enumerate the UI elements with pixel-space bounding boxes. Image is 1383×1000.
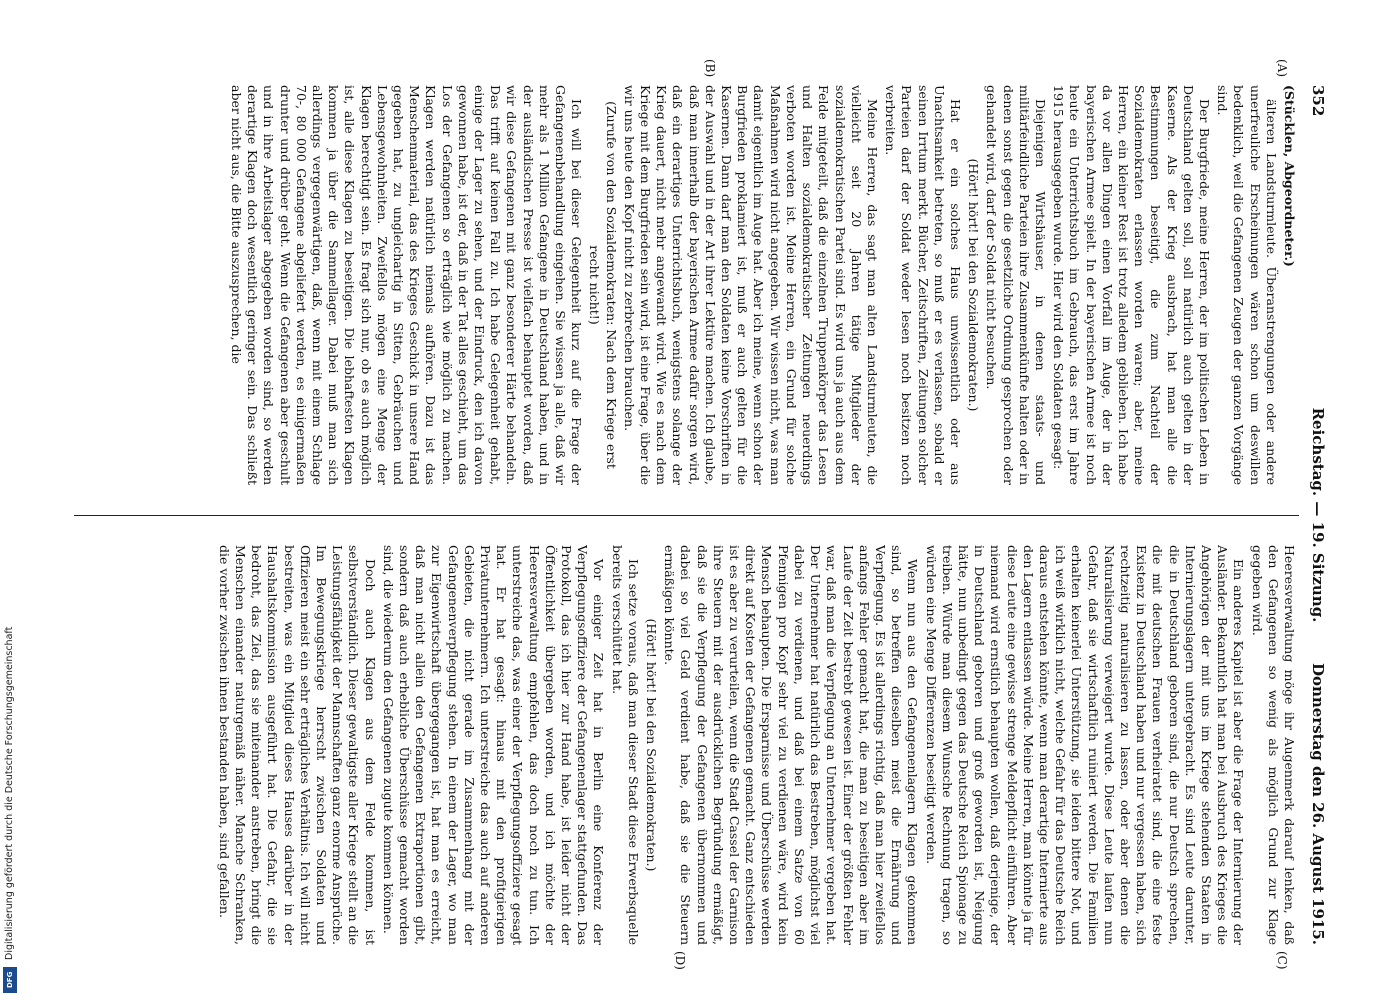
left-column: [72, 85, 1297, 485]
page-header: [1303, 85, 1327, 945]
margin-marker-a: (A): [1275, 59, 1289, 78]
interjection: (Hört! hört! bei den Sozialdemokraten.): [966, 158, 982, 412]
quotation: Diejenigen Wirtshäuser, in denen staats- und militärfeindliche Parteien ihre Zusammenkünfte halten oder in denen sonst gegen die gesetzliche Ordnung gesprochen oder gehandelt wird, darf der Soldat nicht besuchen.: [984, 85, 1048, 485]
paragraph: Vor einiger Zeit hat in Berlin eine Konferenz der Verpflegungsoffiziere der Gefangenenlager stattgefunden. Das Protokoll, das ich hier zur Hand habe, ist leider nicht der Öffentlichkeit übergeben worden, und ich möchte der Heeresverwaltung empfehlen, das doch noch zu tun. Ich unterstreiche das, was einer der Verpflegungsoffiziere gesagt hat. Er hat gesagt: hinaus mit den profitgierigen Privatunternehmern. Ich unterstreiche das auch auf anderen Gebieten, die nicht gerade im Zusammenhang mit der Gefangenenverpflegung stehen. In einem der Lager, wo man zur Eigenwirtschaft übergegangen ist, hat man es erreicht, daß man nicht allein den Gefangenen Extraportionen gibt, sondern daß auch erhebliche Überschüsse gemacht worden sind, die wiederum den Gefangenen zugute kommen können.: [380, 545, 607, 945]
paragraph: Ein anderes Kapitel ist aber die Frage der Internierung der Ausländer. Bekanntlich hat man bei Ausbruch des Krieges die Angehörigen der mit uns im Kriege stehenden Staaten in Internierungslagern untergebracht. Es sind Leute darunter, die in Deutschland geboren sind, die nur Deutsch sprechen, die mit deutschen Frauen verheiratet sind, die eine feste Existenz in Deutschland haben und nur vergessen haben, sich rechtzeitig naturalisieren zu lassen, oder aber denen die Naturalisierung verweigert wurde. Diese Leute laufen nun Gefahr, daß sie wirtschaftlich ruiniert werden. Die Familien erhalten keinerlei Unterstützung, sie leiden bittere Not, und ich weiß wirklich nicht, welche Gefahr für das Deutsche Reich daraus entstehen könnte, wenn man derartige Internierte aus den Lagern entlassen würde. Meine Herren, man könnte ja für diese Leute eine gewisse strenge Meldepflicht einführen. Aber niemand wird ernstlich behaupten wollen, daß derjenige, der in Deutschland geboren und groß geworden ist, Neigung hätte, nun unbedingt gegen das Deutsche Reich Spionage zu treiben. Würde man diesem Wunsche Rechnung tragen, so würden eine Menge Differenzen beseitigt werden.: [923, 545, 1247, 945]
speaker-attribution: (Stücklen, Abgeordneter.): [1282, 85, 1297, 267]
margin-marker-b: (B): [703, 59, 717, 78]
digitization-credit: Digitalisierung gefördert durch die Deutsche Forschungsgemeinschaft: [4, 626, 15, 960]
document-page: [62, 59, 1327, 970]
dfg-logo: DFG: [3, 967, 17, 993]
paragraph: Meine Herren, das sagt man alten Landsturmleuten, die vielleicht seit 20 Jahren tätige Mitglieder der sozialdemokratischen Partei sind. Es wird uns ja auch aus dem Felde mitgeteilt, daß die einzelnen Truppenkörper das Lesen und Halten sozialdemokratischer Zeitungen neuerdings verboten worden ist. Meine Herren, ein Grund für solche Maßnahmen wird nicht angegeben. Wir wissen nicht, was man damit eigentlich im Auge hat. Aber ich meine, wenn schon der Burgfrieden proklamiert ist, muß er auch gelten für die Kasernen. Dann darf man den Soldaten keine Vorschriften in der Auswahl und in der Art ihrer Lektüre machen. Ich glaube, daß man innerhalb der bayerischen Armee dafür sorgen wird, daß ein derartiges Unterrichtsbuch, wenigstens solange der Krieg dauert, nicht mehr angewandt wird. Wie es nach dem Kriege mit dem Burgfrieden sein wird, ist eine Frage, über die wir uns heute den Kopf nicht zu zerbrechen brauchen.: [621, 85, 880, 485]
paragraph: Doch auch Klagen aus dem Felde kommen, ist selbstverständlich. Dieser gewaltigste aller Kriege stellt an die Leistungsfähigkeit der Mannschaften ganz enorme Ansprüche. Im Bewegungskriege herrscht zwischen Soldaten und Offizieren meist ein sehr erträgliches Verhältnis. Ich will nicht bestreiten, was ein Mitglied dieses Hauses darüber in der Haushaltskommission ausgeführt hat. Die Gefahr, die sie bedroht, das Ziel, das sie miteinander anstreben, bringt die Menschen einander naturgemäß näher. Manche Schranken, die vorher zwischen ihnen bestanden haben, sind gefallen.: [216, 545, 378, 945]
paragraph: Ich setze voraus, daß man dieser Stadt diese Erwerbsquelle bereits verschüttet hat.: [609, 545, 641, 945]
paragraph: Ich will bei dieser Gelegenheit kurz auf die Frage der Gefangenenbehandlung eingehen. Sie wissen ja alle, daß wir mehr als 1 Million Gefangene in Deutschland haben, und in der ausländischen Presse ist vielfach behauptet worden, daß wir diese Gefangenen mit ganz besonderer Härte behandeln. Das trifft auf keinen Fall zu. Ich habe Gelegenheit gehabt, einige der Lager zu sehen, und der Eindruck, den ich davon gewonnen habe, ist der, daß in der Tat alles geschieht, um das Los der Gefangenen so erträglich wie möglich zu machen. Klagen werden natürlich niemals aufhören. Dazu ist das Menschenmaterial, das des Krieges Geschick in unsere Hand gegeben hat, zu ungleichartig in Sitten, Gebräuchen und Lebensgewohnheiten. Zweifellos mögen eine Menge der Klagen berechtigt sein. Es fragt sich nur, ob es auch möglich ist, alle diese Klagen zu beseitigen. Die lebhaftesten Klagen kommen ja über die Sammellager. Dabei muß man sich allerdings vergegenwärtigen, daß, wenn mit einem Schlage 70-, 80 000 Gefangene abgeliefert werden, es einigermaßen drunter und drüber geht. Wenn die Gefangenen aber geschult und in ihre Arbeitslager abgegeben worden sind, so werden derartige Klagen doch wesentlich geringer sein. Das schließt aber nicht aus, die Bitte auszusprechen, die: [229, 85, 585, 485]
interjection: (Hört! hört! bei den Sozialdemokraten.): [644, 618, 660, 872]
page-date: Donnerstag den 26. August 1915.: [1309, 662, 1327, 945]
paragraph: Heeresverwaltung möge ihr Augenmerk darauf lenken, daß den Gefangenen so wenig als möglich Grund zur Klage gegeben wird.: [1249, 545, 1297, 945]
margin-marker-d: (D): [673, 951, 687, 970]
paragraph: älteren Landsturmleute. Überanstrengungen oder andere unerfreuliche Erscheinungen wären schon um deswillen bedenklich, weil die Gefangenen Zeugen der ganzen Vorgänge sind.: [1215, 85, 1279, 485]
interjection: (Zurufe von den Sozialdemokraten: Nach dem Kriege erst recht nicht!): [587, 101, 619, 469]
quotation: Hat er ein solches Haus unwissentlich oder aus Unachtsamkeit betreten, so muß er es verlassen, sobald er seinen Irrtum merkt. Bücher, Zeitschriften, Zeitungen solcher Parteien darf der Soldat weder lesen noch besitzen noch verbreiten.: [883, 85, 963, 485]
column-divider: [74, 515, 1299, 516]
paragraph: Der Burgfriede, meine Herren, der im politischen Leben in Deutschland gelten soll, soll natürlich auch gelten in der Kaserne. Als der Krieg ausbrach, hat man alle die Bestimmungen beseitigt, die zum Nachteil der Sozialdemokraten erlassen worden waren; aber, meine Herren, ein kleiner Rest ist trotz alledem geblieben. Ich habe da vor allen Dingen einen Vorfall im Auge, der in der bayerischen Armee spielt. In der bayerischen Armee ist noch heute ein Unterrichtsbuch im Gebrauch, das erst im Jahre 1915 herausgegeben wurde. Hier wird den Soldaten gesagt:: [1051, 85, 1212, 485]
margin-marker-c: (C): [1275, 951, 1289, 970]
paragraph: Wenn nun aus den Gefangenenlagern Klagen gekommen sind, so betreffen dieselben meist die Ernährung und Verpflegung. Es ist allerdings richtig, daß man hier zweifellos anfangs Fehler gemacht hat, die man zu beseitigen aber im Laufe der Zeit bestrebt gewesen ist. Einer der größten Fehler war, daß man die Verpflegung an Unternehmer vergeben hat. Der Unternehmer hat natürlich das Bestreben, möglichst viel dabei zu verdienen, und daß bei einem Satze von 60 Pfennigen pro Kopf sehr viel zu verdienen wäre, wird kein Mensch behaupten. Die Ersparnisse und Überschüsse werden direkt auf Kosten der Gefangenen gemacht. Ganz entschieden ist es aber zu verurteilen, wenn die Stadt Cassel der Garnison ihre Steuern mit der ausdrücklichen Begründung ermäßigt, daß sie die Verpflegung der Gefangenen übernommen und dabei so viel Geld verdient habe, daß sie die Steuern ermäßigen könnte.: [662, 545, 921, 945]
page-number: 352: [1309, 85, 1327, 117]
page-title: Reichstag. — 19. Sitzung.: [1309, 407, 1327, 623]
right-column: [72, 545, 1297, 945]
